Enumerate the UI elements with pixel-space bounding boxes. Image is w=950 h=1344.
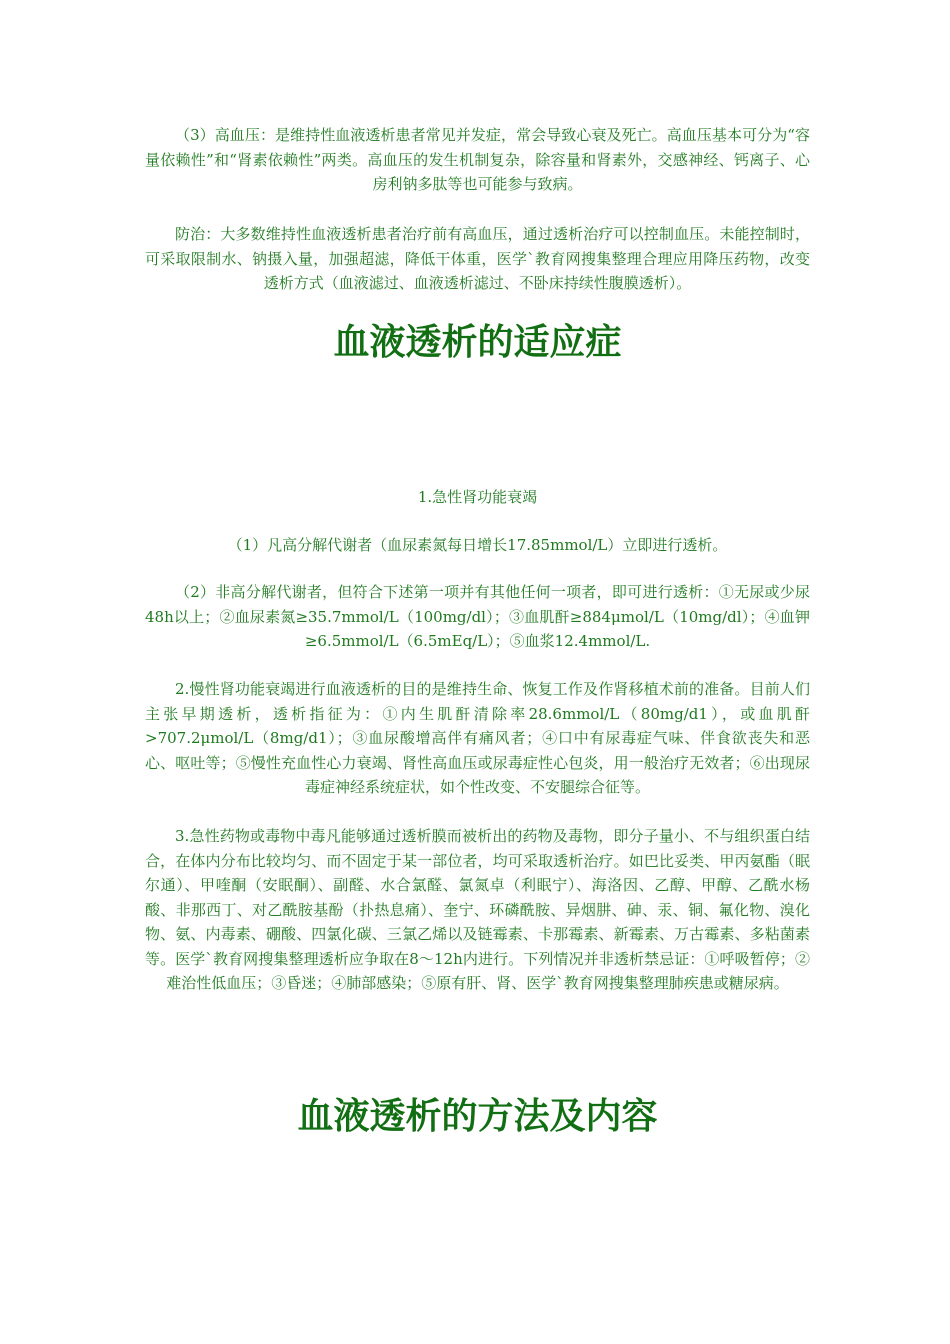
paragraph-hypertension: （3）高血压：是维持性血液透析患者常见并发症，常会导致心衰及死亡。高血压基本可分为“容量依赖性”和“肾素依赖性”两类。高血压的发生机制复杂，除容量和肾素外，交感神经、钙离子、心房利钠多肽等也可能参与致病。 [145, 126, 810, 193]
paragraph-acute-renal-failure-title: 1.急性肾功能衰竭 [417, 488, 538, 506]
paragraph-non-high-catabolic: （2）非高分解代谢者，但符合下述第一项并有其他任何一项者，即可进行透析：①无尿或少尿48h以上；②血尿素氮≥35.7mmol/L（100mg/dl）；③血肌酐≥884μmol/L（10mg/dl）；④血钾≥6.5mmol/L（6.5mEq/L）；⑤血浆12.4mmol/L. [145, 583, 810, 650]
heading-methods-and-content: 血液透析的方法及内容 [297, 1095, 658, 1137]
paragraph-prevention: 防治：大多数维持性血液透析患者治疗前有高血压，通过透析治疗可以控制血压。未能控制时，可采取限制水、钠摄入量，加强超滤，降低干体重，医学`教育网搜集整理合理应用降压药物，改变透析方式（血液滤过、血液透析滤过、不卧床持续性腹膜透析）。 [145, 225, 810, 292]
heading-indications: 血液透析的适应症 [333, 321, 622, 363]
paragraph-drug-poisoning: 3.急性药物或毒物中毒凡能够通过透析膜而被析出的药物及毒物，即分子量小、不与组织蛋白结合，在体内分布比较均匀、而不固定于某一部位者，均可采取透析治疗。如巴比妥类、甲丙氨酯（眠尔通）、甲喹酮（安眠酮）、副醛、水合氯醛、氯氮卓（利眠宁）、海洛因、乙醇、甲醇、乙酰水杨酸、非那西丁、对乙酰胺基酚（扑热息痛）、奎宁、环磷酰胺、异烟肼、砷、汞、铜、氟化物、溴化物、氨、内毒素、硼酸、四氯化碳、三氯乙烯以及链霉素、卡那霉素、新霉素、万古霉素、多粘菌素等。医学`教育网搜集整理透析应争取在8～12h内进行。下列情况并非透析禁忌证：①呼吸暂停；②难治性低血压；③昏迷；④肺部感染；⑤原有肝、肾、医学`教育网搜集整理肺疾患或糖尿病。 [145, 827, 810, 992]
paragraph-high-catabolic: （1）凡高分解代谢者（血尿素氮每日增长17.85mmol/L）立即进行透析。 [227, 536, 728, 554]
paragraph-chronic-renal-failure: 2.慢性肾功能衰竭进行血液透析的目的是维持生命、恢复工作及作肾移植术前的准备。目前人们主张早期透析，透析指征为：①内生肌酐清除率28.6mmol/L（80mg/d1），或血肌酐>707.2μmol/L（8mg/d1）；③血尿酸增高伴有痛风者；④口中有尿毒症气味、伴食欲丧失和恶心、呕吐等；⑤慢性充血性心力衰竭、肾性高血压或尿毒症性心包炎，用一般治疗无效者；⑥出现尿毒症神经系统症状，如个性改变、不安腿综合征等。 [145, 680, 810, 796]
